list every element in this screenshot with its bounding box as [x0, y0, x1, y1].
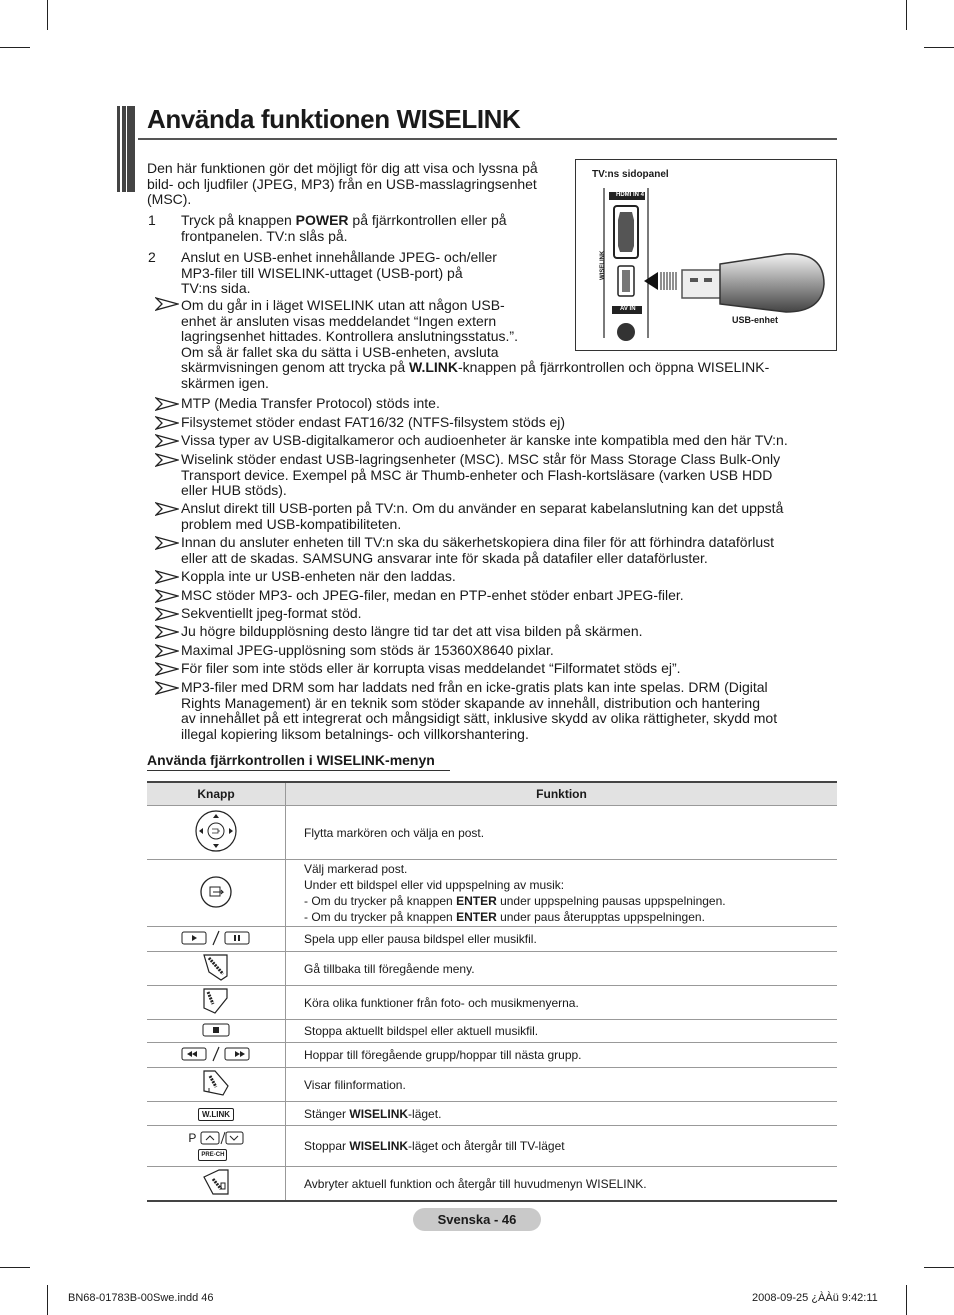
note-line: av innehållet på ett integrerat och mångsidigt sätt, inklusive skydd av olika rättigheter, skydd mot: [181, 710, 778, 726]
note-line: Koppla inte ur USB-enheten när den laddas.: [181, 568, 456, 584]
note-line: MSC stöder MP3- och JPEG-filer, medan en PTP-enhet stöder enbart JPEG-filer.: [181, 587, 684, 603]
note-arrow-icon: [155, 536, 179, 550]
function-cell: [286, 860, 838, 927]
table-row: [147, 1102, 837, 1126]
function-line: Stoppar WISELINK-läget och återgår till TV-läget: [304, 1139, 565, 1153]
note-line: eller HUB stöds).: [181, 482, 287, 498]
button-cell: [147, 860, 286, 927]
function-line: Visar filinformation.: [304, 1077, 406, 1092]
table-header: [147, 782, 837, 806]
table-row: [147, 952, 837, 986]
title-decoration: [117, 106, 135, 192]
note-text: [181, 661, 681, 677]
note-arrow-icon: [155, 681, 179, 695]
note-arrow-icon: [155, 662, 179, 676]
remote-function-table: [147, 781, 837, 1202]
function-line: Hoppar till föregående grupp/hoppar till nästa grupp.: [304, 1048, 582, 1062]
function-line: - Om du trycker på knappen ENTER under uppspelning pausas uppspelningen.: [304, 894, 726, 908]
note-arrow-icon: [155, 589, 179, 603]
note-line: MTP (Media Transfer Protocol) stöds inte.: [181, 395, 440, 411]
function-line: Under ett bildspel eller vid uppspelning av musik:: [304, 878, 565, 892]
section-heading: Använda fjärrkontrollen i WISELINK-menyn: [147, 752, 435, 768]
button-cell: [147, 927, 286, 952]
step-number: 1: [148, 212, 156, 228]
p-label: P: [188, 1130, 197, 1145]
wlink-icon: [198, 1106, 234, 1121]
function-line: Köra olika funktioner från foto- och musikmenyerna.: [304, 995, 579, 1010]
button-cell: [147, 1020, 286, 1043]
note-text: [181, 501, 783, 532]
section-rule: [147, 770, 450, 771]
title-rule: [138, 138, 837, 140]
tools-icon: [201, 986, 231, 1019]
note-line: Anslut direkt till USB-porten på TV:n. Om du använder en separat kabelanslutning kan det uppstå: [181, 500, 784, 516]
wiselink-port-label: WISELINK: [600, 250, 606, 280]
enter-icon: [199, 875, 233, 912]
dpad-icon: [194, 809, 238, 856]
table-row: [147, 927, 837, 952]
table-row: [147, 1068, 837, 1102]
table-row: [147, 806, 837, 860]
note-line: Innan du ansluter enheten till TV:n ska du säkerhetskopiera dina filer för att förhindra dataförlust: [181, 534, 775, 550]
note-arrow-icon: [155, 644, 179, 658]
function-line: Stänger WISELINK-läget.: [304, 1106, 442, 1121]
note-arrow-icon: [155, 607, 179, 621]
note-text: [181, 535, 774, 566]
table-row: [147, 860, 837, 927]
intro-text: Den här funktionen gör det möjligt för dig att visa och lyssna på bild- och ljudfiler (JPEG, MP3) från en USB-masslagringsenhet (MSC).: [147, 160, 538, 207]
note-line: Ju högre bildupplösning desto längre tid tar det att visa bilden på skärmen.: [181, 623, 643, 639]
function-cell: [286, 1020, 838, 1043]
function-line: Flytta markören och välja en post.: [304, 825, 485, 840]
function-cell: [286, 1167, 838, 1202]
button-cell: [147, 806, 286, 860]
crop-mark: [0, 1267, 30, 1268]
step-number: 2: [148, 249, 156, 265]
step-text: Tryck på knappen POWER på fjärrkontrollen eller på frontpanelen. TV:n slås på.: [181, 212, 507, 244]
note-text: [181, 624, 643, 640]
button-cell: [147, 986, 286, 1020]
note-text: [181, 452, 780, 499]
note-text: [181, 569, 456, 585]
note-line: MP3-filer med DRM som har laddats ned från en icke-gratis plats kan inte spelas. DRM (Digital: [181, 679, 768, 695]
function-line: Stoppa aktuellt bildspel eller aktuell musikfil.: [304, 1024, 539, 1038]
page-title: Använda funktionen WISELINK: [147, 104, 521, 134]
note-line: För filer som inte stöds eller är korrupta visas meddelandet “Filformatet stöds ej”.: [181, 660, 681, 676]
note-text: [181, 606, 362, 622]
button-cell: [147, 952, 286, 986]
note-line: Maximal JPEG-upplösning som stöds är 15360X8640 pixlar.: [181, 642, 554, 658]
table-row: [147, 1126, 837, 1167]
stop-icon: [202, 1023, 230, 1040]
note-line: illegal kopiering liksom betalnings- och villkorshantering.: [181, 725, 529, 742]
note-arrow-icon: [155, 570, 179, 584]
function-line: Välj markerad post.: [304, 862, 408, 876]
function-cell: [286, 1126, 838, 1167]
note-text: [181, 643, 554, 659]
wlink-key-label: W.LINK: [198, 1108, 234, 1121]
note-line: Vissa typer av USB-digitalkameror och audioenheter är kanske inte kompatibla med den här TV:n.: [181, 432, 788, 448]
crop-mark: [906, 1285, 907, 1315]
hdmi-label: HDMI IN 4: [616, 192, 645, 198]
exit-icon: [201, 1167, 231, 1200]
page-number-badge: Svenska - 46: [413, 1208, 541, 1231]
button-cell: [147, 1068, 286, 1102]
usb-connection-illustration: [576, 160, 836, 350]
table-row: [147, 1043, 837, 1068]
crop-mark: [47, 1285, 48, 1315]
button-cell: [147, 1167, 286, 1202]
note-arrow-icon: [155, 397, 179, 411]
note-line: Wiselink stöder endast USB-lagringsenheter (MSC). MSC står för Mass Storage Class Bulk-Only: [181, 451, 781, 467]
function-cell: [286, 1068, 838, 1102]
button-cell: [147, 1043, 286, 1068]
note-line: Sekventiellt jpeg-format stöd.: [181, 605, 362, 621]
column-header-button: Knapp: [147, 782, 286, 806]
footer-file: BN68-01783B-00Swe.indd 46: [68, 1292, 214, 1304]
crop-mark: [0, 47, 30, 48]
return-icon: [201, 952, 231, 985]
note-text: [181, 433, 788, 449]
note-arrow-icon: [155, 434, 179, 448]
play-pause-icon: [181, 930, 251, 949]
crop-mark: [924, 47, 954, 48]
function-line: - Om du trycker på knappen ENTER under paus återupptas uppspelningen.: [304, 910, 705, 924]
note-arrow-icon: [155, 297, 179, 311]
figure-title: TV:ns sidopanel: [592, 169, 669, 180]
button-cell: [147, 1102, 286, 1126]
tv-side-panel-figure: [575, 159, 837, 351]
crop-mark: [924, 1267, 954, 1268]
note-text: [181, 415, 565, 431]
note-line: eller att de skadas. SAMSUNG ansvarar inte för skada på datafiler eller dataförluster.: [181, 549, 708, 566]
table-row: [147, 986, 837, 1020]
table-row: [147, 1167, 837, 1202]
step-text: Anslut en USB-enhet innehållande JPEG- och/eller MP3-filer till WISELINK-uttaget (USB-port) på TV:ns sida.: [181, 249, 497, 296]
function-cell: [286, 1102, 838, 1126]
crop-mark: [906, 0, 907, 30]
crop-mark: [47, 0, 48, 30]
usb-device-label: USB-enhet: [732, 315, 779, 325]
rew-ff-icon: [181, 1046, 251, 1065]
function-cell: [286, 806, 838, 860]
note-line: Transport device. Exempel på MSC är Thumb-enheter och Flash-kortsläsare (varken USB HDD: [181, 466, 773, 483]
info-icon: [201, 1068, 231, 1101]
note-arrow-icon: [155, 625, 179, 639]
table-row: [147, 1020, 837, 1043]
note-arrow-icon: [155, 502, 179, 516]
column-header-function: Funktion: [286, 782, 838, 806]
function-cell: [286, 986, 838, 1020]
p-ch-icon: [188, 1131, 243, 1162]
button-cell: [147, 1126, 286, 1167]
footer-timestamp: 2008-09-25 ¿ÀÀü 9:42:11: [752, 1292, 878, 1304]
note-arrow-icon: [155, 416, 179, 430]
note-line: problem med USB-kompatibiliteten.: [181, 515, 402, 532]
note-line: Filsystemet stöder endast FAT16/32 (NTFS-filsystem stöds ej): [181, 414, 566, 430]
note-arrow-icon: [155, 453, 179, 467]
function-line: Spela upp eller pausa bildspel eller musikfil.: [304, 932, 537, 946]
function-cell: [286, 952, 838, 986]
note-line: Rights Management) är en teknik som stöder skapande av innehåll, distribution och hantering: [181, 694, 760, 711]
av-in-label: AV IN: [620, 306, 636, 312]
function-cell: [286, 1043, 838, 1068]
note-text: [181, 396, 440, 412]
note-text: [181, 588, 684, 604]
note-text: [181, 680, 777, 742]
note-text: Om du går in i läget WISELINK utan att någon USB- enhet är ansluten visas meddelandet “Ingen extern lagringsenhet hittades. Kontrollera anslutningsstatus.”. Om så är fallet ska du sätta i USB-enheten, avsluta skärmvisningen genom att trycka på W.LINK-knappen på fjärrkontrollen och öppna WISELINK- skärmen igen.: [181, 297, 770, 391]
function-line: Gå tillbaka till föregående meny.: [304, 961, 475, 976]
function-line: Avbryter aktuell funktion och återgår till huvudmenyn WISELINK.: [304, 1176, 647, 1191]
pre-ch-key-label: PRE-CH: [198, 1149, 227, 1161]
function-cell: [286, 927, 838, 952]
